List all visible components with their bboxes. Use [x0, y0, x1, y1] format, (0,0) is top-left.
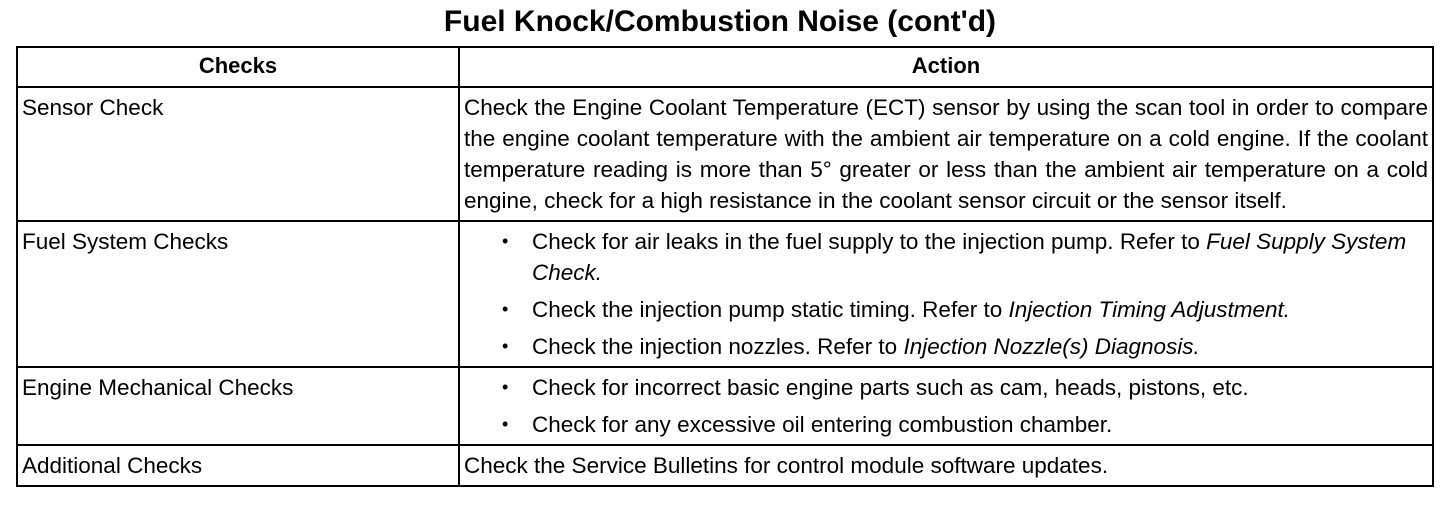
table-row — [17, 367, 1433, 445]
table-header-row — [17, 47, 1433, 87]
table-row — [17, 221, 1433, 367]
table-row — [17, 445, 1433, 486]
action-text: Check the Service Bulletins for control module software updates. — [464, 453, 1109, 478]
bullet-text: Check the injection nozzles. Refer to — [532, 334, 904, 359]
reference-link: Fuel Supply System Check. — [532, 229, 1407, 285]
column-header-checks: Checks — [17, 47, 459, 87]
bullet-icon: • — [502, 299, 509, 319]
reference-link: Injection Nozzle(s) Diagnosis. — [903, 334, 1200, 359]
bullet-icon: • — [502, 414, 509, 434]
action-bullet-list — [464, 372, 1428, 440]
check-name: Engine Mechanical Checks — [17, 367, 459, 445]
bullet-icon: • — [502, 336, 509, 356]
action-bullet-list — [464, 226, 1428, 362]
list-item — [502, 294, 1428, 325]
reference-link: Injection Timing Adjustment. — [1008, 297, 1291, 322]
bullet-icon: • — [502, 231, 509, 251]
bullet-text: Check for any excessive oil entering combustion chamber. — [532, 412, 1113, 437]
action-cell — [459, 367, 1433, 445]
table-row — [17, 87, 1433, 221]
page-title: Fuel Knock/Combustion Noise (cont'd) — [443, 5, 997, 38]
action-cell — [459, 87, 1433, 221]
bullet-text: Check for air leaks in the fuel supply to the injection pump. Refer to — [532, 229, 1207, 254]
check-name: Sensor Check — [17, 87, 459, 221]
column-header-action: Action — [459, 47, 1433, 87]
list-item — [502, 226, 1428, 288]
action-cell — [459, 221, 1433, 367]
bullet-icon: • — [502, 377, 509, 397]
list-item — [502, 372, 1428, 403]
bullet-text: Check for incorrect basic engine parts such as cam, heads, pistons, etc. — [532, 375, 1249, 400]
list-item — [502, 409, 1428, 440]
action-cell — [459, 445, 1433, 486]
list-item — [502, 331, 1428, 362]
action-text: Check the Engine Coolant Temperature (ECT) sensor by using the scan tool in order to compare the engine coolant temperature with the ambient air temperature on a cold engine. If the coolant temperature reading is more than 5° greater or less than the ambient air temperature on a cold engine, check for a high resistance in the coolant sensor circuit or the sensor itself. — [464, 95, 1428, 213]
check-name: Additional Checks — [17, 445, 459, 486]
bullet-text: Check the injection pump static timing. Refer to — [532, 297, 1009, 322]
check-name: Fuel System Checks — [17, 221, 459, 367]
checks-table — [16, 46, 1434, 487]
